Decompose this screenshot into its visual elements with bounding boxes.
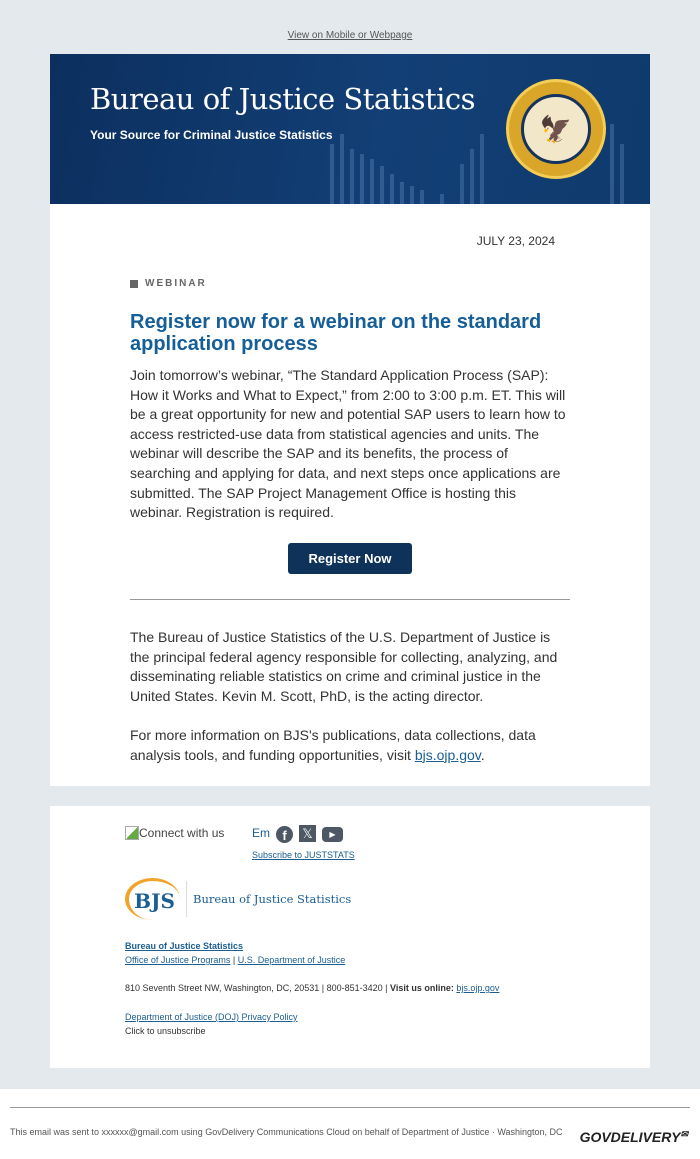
connect-with-us (125, 826, 224, 840)
more-info-text: For more information on BJS's publications, data collections, data analysis tools, and funding opportunities, visit bjs.ojp.gov. (130, 727, 536, 763)
address-line (125, 983, 499, 993)
address: 810 Seventh Street NW, Washington, DC, 20531 | 800-851-3420 | (125, 983, 390, 993)
bjs-logo-mark: BJS (125, 878, 180, 920)
more-info-label: For more information on BJS's publications, data collections, data analysis tools, and funding opportunities, visit (130, 727, 536, 763)
ojp-link[interactable]: Office of Justice Programs (125, 955, 231, 965)
broken-image-icon (125, 826, 139, 840)
doj-seal-logo (506, 79, 606, 179)
bjs-logo-text: Bureau of Justice Statistics (193, 892, 352, 906)
agency-links: Office of Justice Programs | U.S. Department of Justice (125, 955, 346, 965)
govdelivery-logo (580, 1129, 688, 1145)
date: JULY 23, 2024 (476, 234, 555, 248)
category-tag (130, 278, 207, 289)
visit-link[interactable]: bjs.ojp.gov (456, 983, 500, 993)
unsubscribe-text[interactable]: Click to unsubscribe (125, 1026, 206, 1036)
eagle-icon: 🦅 (521, 94, 591, 164)
doj-link[interactable]: U.S. Department of Justice (237, 955, 346, 965)
register-now-button[interactable]: Register Now (288, 543, 412, 574)
visit-label: Visit us online: (390, 983, 454, 993)
govdelivery-text: GOVDELIVERY (579, 1129, 681, 1145)
connect-label: Connect with us (139, 826, 225, 840)
divider (130, 599, 570, 600)
subscribe-link[interactable]: Subscribe to JUSTSTATS (252, 850, 355, 860)
header-title: Bureau of Justice Statistics (90, 82, 476, 116)
headline: Register now for a webinar on the standard application process (130, 311, 542, 355)
envelope-icon: ✉ (680, 1129, 688, 1139)
body-text: Join tomorrow’s webinar, “The Standard Application Process (SAP): How it Works and What to Expect,” from 2:00 to 3:00 p.m. ET. This will be a great opportunity for new and potential SAP users to learn how to access restricted-use data from statistical agencies and units. The webinar will describe the SAP and its benefits, the process of searching and applying for data, and next steps once applications are submitted. The SAP Project Management Office is hosting this webinar. Registration is required. (130, 367, 566, 521)
top-bar (0, 30, 700, 41)
x-twitter-icon[interactable]: 𝕏 (299, 825, 316, 842)
divider (10, 1107, 690, 1108)
header-subtitle: Your Source for Criminal Justice Statistics (90, 128, 333, 142)
facebook-icon[interactable]: f (276, 826, 293, 843)
footer-card (50, 806, 650, 1068)
bottom-bar (0, 1089, 700, 1159)
bjs-logo (125, 878, 351, 920)
youtube-icon[interactable]: ▶ (322, 827, 343, 842)
bjs-website-link[interactable]: bjs.ojp.gov (414, 746, 481, 763)
square-icon (130, 280, 138, 288)
main-content-card (50, 204, 650, 786)
bjs-link[interactable]: Bureau of Justice Statistics (125, 941, 244, 951)
view-webpage-link[interactable]: View on Mobile or Webpage (287, 30, 413, 41)
category-label: WEBINAR (145, 278, 207, 289)
privacy-policy-link[interactable]: Department of Justice (DOJ) Privacy Policy (125, 1012, 298, 1022)
email-updates-link[interactable]: Em (252, 826, 270, 840)
header-banner (50, 54, 650, 204)
about-text: The Bureau of Justice Statistics of the U.S. Department of Justice is the principal federal agency responsible for collecting, analyzing, and disseminating reliable statistics on crime and criminal justice in the United States. Kevin M. Scott, PhD, is the acting director. (130, 629, 558, 704)
sent-notice: This email was sent to xxxxxx@gmail.com using GovDelivery Communications Cloud on behalf of Department of Justice · Washington, DC (10, 1127, 563, 1137)
